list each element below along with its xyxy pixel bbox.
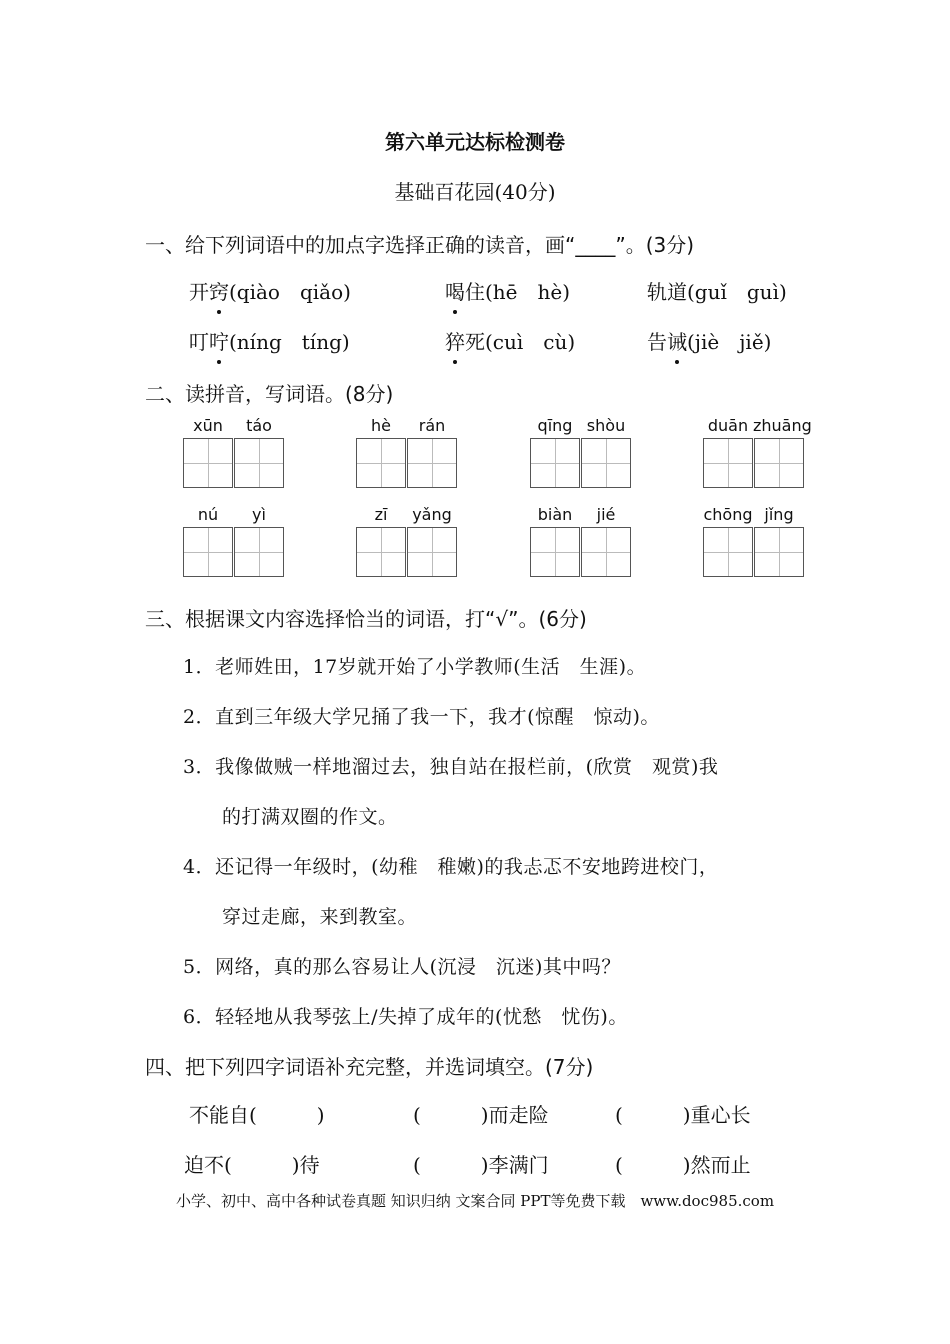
q1-item — [445, 326, 575, 355]
writing-box[interactable] — [234, 438, 284, 488]
q3-line: 4．还记得一年级时，(幼稚 稚嫩)的我忐忑不安地跨进校门， — [183, 856, 719, 878]
q3-line: 穿过走廊，来到教室。 — [222, 906, 418, 928]
pinyin-label: zhuāng — [753, 416, 812, 435]
idiom-blank: ( )李满门 — [413, 1153, 549, 1177]
idiom-blank: 不能自( ) — [189, 1103, 325, 1127]
pinyin-label: chōng — [703, 505, 753, 524]
q1-item — [647, 276, 787, 305]
idiom-blank: ( )重心长 — [615, 1103, 751, 1127]
pinyin-label: rán — [418, 416, 446, 435]
q3-line: 3．我像做贼一样地溜过去，独自站在报栏前，(欣赏 观赏)我 — [183, 756, 719, 778]
q1-item-text: 轨 — [647, 280, 667, 304]
writing-box[interactable] — [356, 438, 406, 488]
dotted-char: 喝 — [445, 276, 465, 305]
pinyin-label: jǐng — [764, 505, 794, 524]
dotted-char: 窍 — [209, 276, 229, 305]
idiom-blank: ( )而走险 — [413, 1103, 549, 1127]
q1-item-text: 住(hē hè) — [465, 280, 571, 304]
pinyin-label: zī — [374, 505, 388, 524]
q4-heading: 四、把下列四字词语补充完整，并选词填空。(7分) — [145, 1055, 594, 1079]
writing-box[interactable] — [530, 527, 580, 577]
q3-line: 1．老师姓田，17岁就开始了小学教师(生活 生涯)。 — [183, 656, 647, 678]
pinyin-label: shòu — [586, 416, 626, 435]
pinyin-label: nú — [197, 505, 219, 524]
writing-box[interactable] — [183, 438, 233, 488]
q1-item-text: (jiè jiě) — [687, 330, 772, 354]
q3-line: 6．轻轻地从我琴弦上/失掉了成年的(忧愁 忧伤)。 — [183, 1006, 628, 1028]
idiom-blank: ( )然而止 — [615, 1153, 751, 1177]
writing-box[interactable] — [703, 527, 753, 577]
q1-item-text: 叮 — [189, 330, 209, 354]
q1-item-text: 死(cuì cù) — [465, 330, 576, 354]
pinyin-label: duān — [707, 416, 749, 435]
dotted-char: 咛 — [209, 326, 229, 355]
pinyin-label: jié — [596, 505, 616, 524]
dotted-char: 诫 — [667, 326, 687, 355]
writing-box[interactable] — [754, 527, 804, 577]
writing-box[interactable] — [407, 527, 457, 577]
writing-box[interactable] — [234, 527, 284, 577]
pinyin-label: yì — [252, 505, 266, 524]
dotted-char: 猝 — [445, 326, 465, 355]
q1-item-text: 告 — [647, 330, 667, 354]
footer-text: 小学、初中、高中各种试卷真题 知识归纳 文案合同 PPT等免费下载 www.doc985.com — [175, 1192, 775, 1210]
pinyin-label: táo — [246, 416, 272, 435]
writing-box[interactable] — [183, 527, 233, 577]
q2-heading: 二、读拼音，写词语。(8分) — [145, 382, 394, 406]
q1-item-text: (qiào qiǎo) — [229, 280, 351, 304]
section-subtitle: 基础百花园(40分) — [394, 180, 556, 204]
q1-heading: 一、给下列词语中的加点字选择正确的读音，画“____”。(3分) — [145, 233, 695, 257]
q1-item — [189, 276, 351, 305]
q3-line: 5．网络，真的那么容易让人(沉浸 沉迷)其中吗？ — [183, 956, 621, 978]
writing-box[interactable] — [356, 527, 406, 577]
writing-box[interactable] — [581, 438, 631, 488]
page-title: 第六单元达标检测卷 — [385, 130, 565, 154]
q1-item — [189, 326, 350, 355]
writing-box[interactable] — [530, 438, 580, 488]
q3-line: 的打满双圈的作文。 — [222, 806, 398, 828]
q1-item — [445, 276, 570, 305]
q1-item-text: (níng tíng) — [229, 330, 350, 354]
writing-box[interactable] — [581, 527, 631, 577]
q1-item-text: 开 — [189, 280, 209, 304]
pinyin-label: hè — [371, 416, 391, 435]
pinyin-label: biàn — [537, 505, 573, 524]
pinyin-label: xūn — [193, 416, 223, 435]
q1-item — [647, 326, 771, 355]
q3-heading: 三、根据课文内容选择恰当的词语，打“√”。(6分) — [145, 607, 587, 631]
writing-box[interactable] — [703, 438, 753, 488]
pinyin-label: qīng — [537, 416, 573, 435]
q1-item-text: 道(guǐ guì) — [667, 280, 787, 304]
writing-box[interactable] — [407, 438, 457, 488]
q3-line: 2．直到三年级大学兄捅了我一下，我才(惊醒 惊动)。 — [183, 706, 660, 728]
idiom-blank: 迫不( )待 — [184, 1153, 320, 1177]
writing-box[interactable] — [754, 438, 804, 488]
pinyin-label: yǎng — [412, 505, 452, 524]
